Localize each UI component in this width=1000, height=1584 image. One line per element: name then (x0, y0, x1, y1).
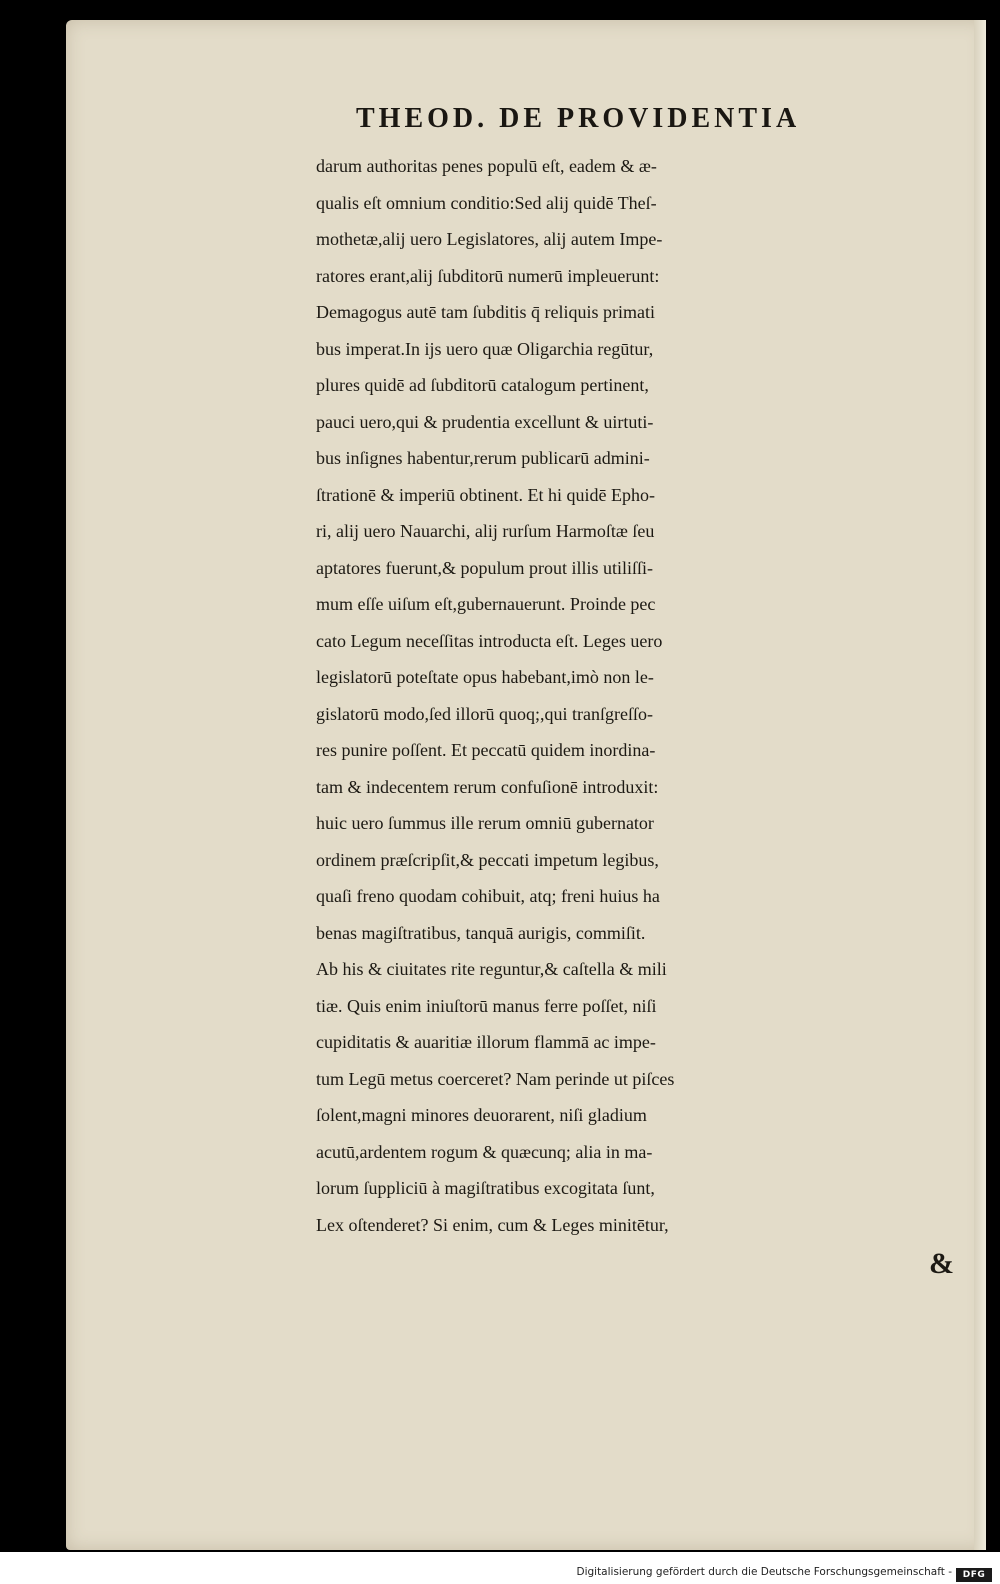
text-line: Lex oſtenderet? Si enim, cum & Leges minitētur, (316, 1214, 669, 1235)
text-line: ſtrationē & imperiū obtinent. Et hi quidē Epho- (316, 484, 655, 505)
text-line: legislatorū poteſtate opus habebant,imò non le- (316, 667, 654, 687)
text-line: darum authoritas penes populū eſt, eadem & æ- (316, 156, 657, 176)
text-line: ſolent,magni minores deuorarent, niſi gladium (316, 1105, 647, 1125)
text-line: qualis eſt omnium conditio:Sed alij quidē Theſ- (316, 192, 657, 213)
text-line: huic uero ſummus ille rerum omniū gubernator (316, 813, 654, 833)
text-line: bus imperat.In ijs uero quæ Oligarchia regūtur, (316, 338, 654, 359)
footer-credit: Digitalisierung gefördert durch die Deutsche Forschungsgemeinschaft - (576, 1566, 952, 1578)
text-line: tam & indecentem rerum confuſionē introduxit: (316, 776, 659, 797)
text-line: res punire poſſent. Et peccatū quidem inordina- (316, 740, 656, 760)
text-line: mum eſſe uiſum eſt,gubernauerunt. Proinde pec (316, 594, 656, 614)
body-text (316, 148, 966, 1243)
text-line: acutū,ardentem rogum & quæcunq; alia in ma- (316, 1141, 653, 1162)
text-line: plures quidē ad ſubditorū catalogum pertinent, (316, 375, 649, 395)
text-line: cato Legum neceſſitas introducta eſt. Leges uero (316, 630, 663, 651)
page-edge (974, 20, 986, 1550)
running-head: THEOD. DE PROVIDENTIA (356, 103, 801, 134)
text-line: gislatorū modo,ſed illorū quoq;,qui tranſgreſſo- (316, 703, 653, 724)
text-line: quaſi freno quodam cohibuit, atq; freni huius ha (316, 886, 660, 906)
text-line: lorum ſuppliciū à magiſtratibus excogitata ſunt, (316, 1178, 655, 1198)
catchword: & (929, 1247, 954, 1280)
text-line: Ab his & ciuitates rite reguntur,& caſtella & mili (316, 959, 667, 979)
dfg-logo: DFG (956, 1568, 992, 1582)
text-line: cupiditatis & auaritiæ illorum flammā ac impe- (316, 1032, 656, 1052)
text-line: tiæ. Quis enim iniuſtorū manus ferre poſſet, niſi (316, 995, 657, 1016)
text-line: pauci uero,qui & prudentia excellunt & uirtuti- (316, 411, 654, 432)
text-line: tum Legū metus coerceret? Nam perinde ut piſces (316, 1068, 675, 1089)
text-line: Demagogus autē tam ſubditis q̄ reliquis primati (316, 302, 655, 322)
text-line: ratores erant,alij ſubditorū numerū impleuerunt: (316, 265, 660, 286)
text-line: ri, alij uero Nauarchi, alij rurſum Harmoſtæ ſeu (316, 521, 655, 541)
text-line: ordinem præſcripſit,& peccati impetum legibus, (316, 849, 659, 870)
text-line: mothetæ,alij uero Legislatores, alij autem Impe- (316, 229, 663, 249)
text-line: benas magiſtratibus, tanquā aurigis, commiſit. (316, 922, 646, 943)
text-line: aptatores fuerunt,& populum prout illis utiliſſi- (316, 557, 653, 578)
text-line: bus inſignes habentur,rerum publicarū admini- (316, 448, 650, 468)
